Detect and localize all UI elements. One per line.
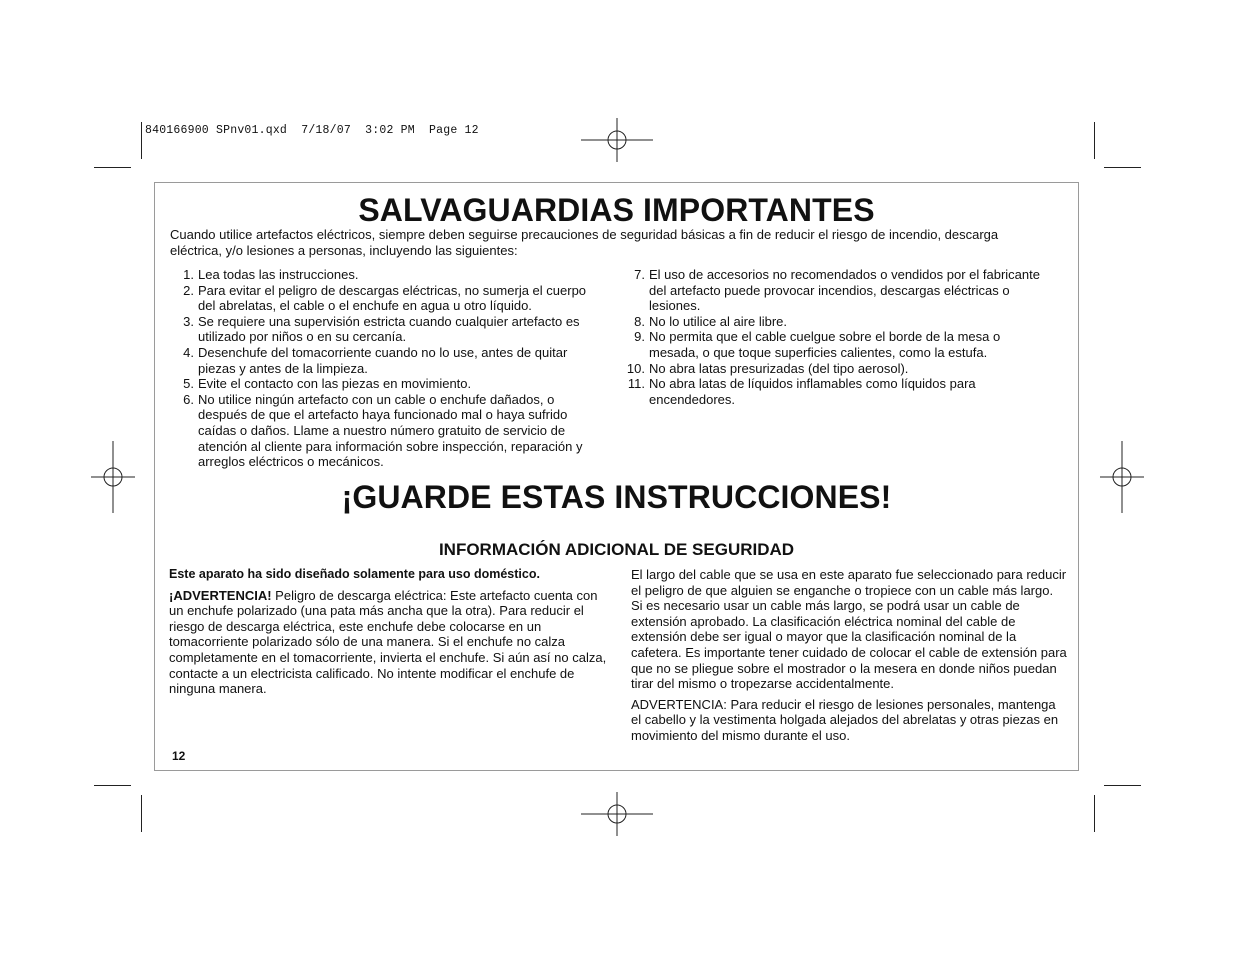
registration-mark-icon [581, 104, 653, 176]
left-column [169, 567, 609, 702]
safeguards-list-right [625, 267, 1045, 407]
registration-mark-icon [1086, 441, 1158, 513]
crop-mark [141, 122, 142, 159]
registration-mark-icon [581, 778, 653, 850]
crop-mark [1094, 795, 1095, 832]
crop-mark [94, 785, 131, 786]
page-title: SALVAGUARDIAS IMPORTANTES [358, 192, 875, 228]
warning-label: ¡ADVERTENCIA! [169, 587, 272, 603]
crop-mark [141, 795, 142, 832]
list-item: 6. No utilice ningún artefacto con un cable o enchufe dañados, o después de que el artefacto haya funcionado mal o haya sufrido caídas o daños. Llame a nuestro número gratuito de servicio de atención al cliente para información sobre inspección, reparación y arreglos eléctricos o mecánicos. [183, 391, 583, 470]
safeguards-list-left [176, 267, 606, 470]
save-instructions-heading: ¡GUARDE ESTAS INSTRUCCIONES! [341, 479, 892, 515]
list-item: 1. Lea todas las instrucciones. [183, 267, 359, 282]
list-item: 8. No lo utilice al aire libre. [634, 313, 788, 329]
crop-mark [1104, 785, 1141, 786]
cord-paragraph: El largo del cable que se usa en este aparato fue seleccionado para reducir el peligro de que alguien se enganche o tropiece con un cable más largo. Si es necesario usar un cable más largo, se podrá usar un cable de extensión aprobado. La clasificación eléctrica nominal del cable de extensión debe ser igual o mayor que la clasificación nominal de la cafetera. Es importante tener cuidado de colocar el cable de extensión para que no se pliegue sobre el mostrador o la mesera en donde niños puedan tirar del mismo o tropezarse accidentalmente. [631, 567, 1067, 692]
page-number: 12 [172, 749, 186, 763]
list-item: 11. No abra latas de líquidos inflamables como líquidos para encendedores. [627, 376, 976, 407]
additional-safety-heading: INFORMACIÓN ADICIONAL DE SEGURIDAD [438, 540, 795, 559]
domestic-use-note: Este aparato ha sido diseñado solamente para uso doméstico. [169, 567, 540, 581]
intro-paragraph: Cuando utilice artefactos eléctricos, siempre deben seguirse precauciones de seguridad básicas a fin de reducir el riesgo de incendio, descarga eléctrica, y/o lesiones a personas, incluyendo las siguientes: [170, 227, 999, 258]
crop-mark [1094, 122, 1095, 159]
crop-mark [94, 167, 131, 168]
list-item: 5. Evite el contacto con las piezas en movimiento. [183, 376, 472, 392]
list-item: 3. Se requiere una supervisión estricta cuando cualquier artefacto es utilizado por niños o en su cercanía. [183, 313, 580, 345]
list-item: 7. El uso de accesorios no recomendados o vendidos por el fabricante del artefacto puede provocar incendios, descargas eléctricas o lesiones. [634, 267, 1040, 314]
list-item: 4. Desenchufe del tomacorriente cuando no lo use, antes de quitar piezas y antes de la limpieza. [183, 344, 568, 376]
right-column [631, 567, 1067, 749]
list-item: 10. No abra latas presurizadas (del tipo aerosol). [626, 360, 909, 376]
crop-mark [1104, 167, 1141, 168]
list-item: 9. No permita que el cable cuelgue sobre el borde de la mesa o mesada, o que toque superficies calientes, como la estufa. [634, 329, 1001, 360]
registration-mark-icon [77, 441, 149, 513]
injury-warning: ADVERTENCIA: Para reducir el riesgo de lesiones personales, mantenga el cabello y la vestimenta holgada alejados del abrelatas y otras piezas en movimiento del mismo durante el uso. [631, 696, 1059, 743]
polarized-plug-warning: ¡ADVERTENCIA! Peligro de descarga eléctrica: Este artefacto cuenta con un enchufe polarizado (una pata más ancha que la otra). Para reducir el riesgo de descarga eléctrica, este enchufe debe colocarse en un tomacorriente polarizado sólo de una manera. Si el enchufe no calza completamente en el tomacorriente, invierta el enchufe. Si aún así no calza, contacte a un electricista calificado. No intente modificar el enchufe de ninguna manera. [169, 587, 607, 697]
file-slug: 840166900 SPnv01.qxd 7/18/07 3:02 PM Page 12 [145, 124, 479, 137]
list-item: 2. Para evitar el peligro de descargas eléctricas, no sumerja el cuerpo del abrelatas, el cable o el enchufe en agua u otro líquido. [183, 282, 587, 314]
